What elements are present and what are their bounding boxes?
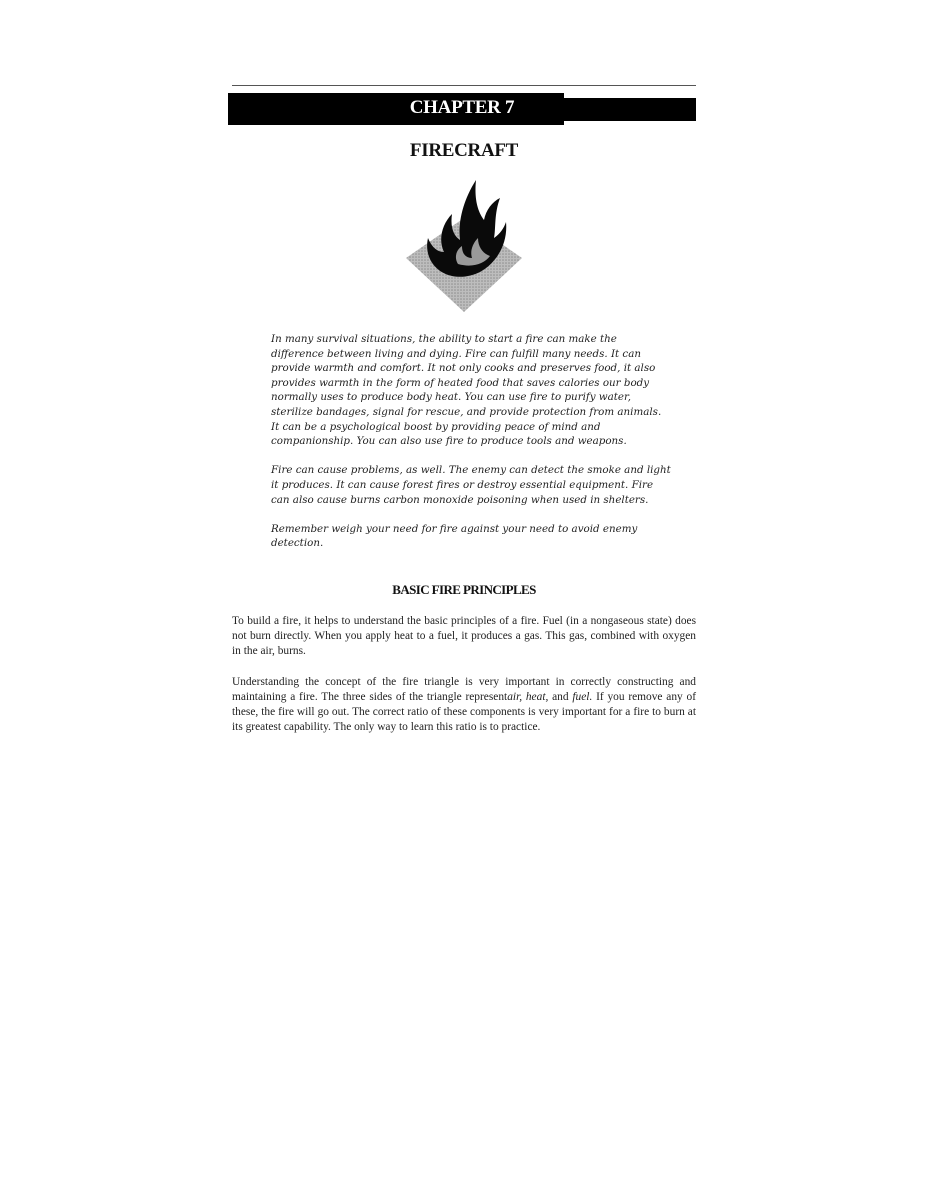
section-heading: BASIC FIRE PRINCIPLES [392,582,536,597]
intro-paragraph: Fire can cause problems, as well. The enemy can detect the smoke and light it produces. It can cause forest fires or destroy essential equipment. Fire can also cause burns carbon monoxide poisoning when used in shelters. [271,464,671,506]
emphasis-fuel: fuel. [572,691,593,703]
intro-paragraph: Remember weigh your need for fire against your need to avoid enemy detection. [271,522,638,550]
body-paragraph [232,675,696,736]
body-text-segment: and [548,691,573,703]
page-title: FIRECRAFT [409,140,519,161]
body-text-segment: If you remove any of these, the fire will go out. The correct ratio of these components is very important for a fire to burn at its greatest capability. The only way to learn this ratio is to practice. [232,691,696,734]
top-rule [232,85,696,86]
intro-block [271,332,671,566]
intro-paragraph: In many survival situations, the ability to start a fire can make the difference between living and dying. Fire can fulfill many needs. It can provide warmth and comfort. It not only cooks and preserves food, it also provides warmth in the form of heated food that saves calories our body normally uses to produce body heat. You can use fire to purify water, sterilize bandages, signal for rescue, and provide protection from animals. It can be a psychological boost by providing peace of mind and companionship. You can also use fire to produce tools and weapons. [271,333,662,448]
chapter-number: CHAPTER 7 [409,97,515,118]
emphasis-air-heat: air, heat, [507,691,549,703]
body-text-segment: Understanding the concept of the fire triangle is very important in correctly constructing and maintaining a fire. The three sides of the triangle represent [232,675,696,703]
body-paragraph: To build a fire, it helps to understand the basic principles of a fire. Fuel (in a nongaseous state) does not burn directly. When you apply heat to a fuel, it produces a gas. This gas, combined with oxygen in the air, burns. [232,615,696,658]
body-text [232,614,696,751]
flame-on-diamond-icon [400,172,528,318]
